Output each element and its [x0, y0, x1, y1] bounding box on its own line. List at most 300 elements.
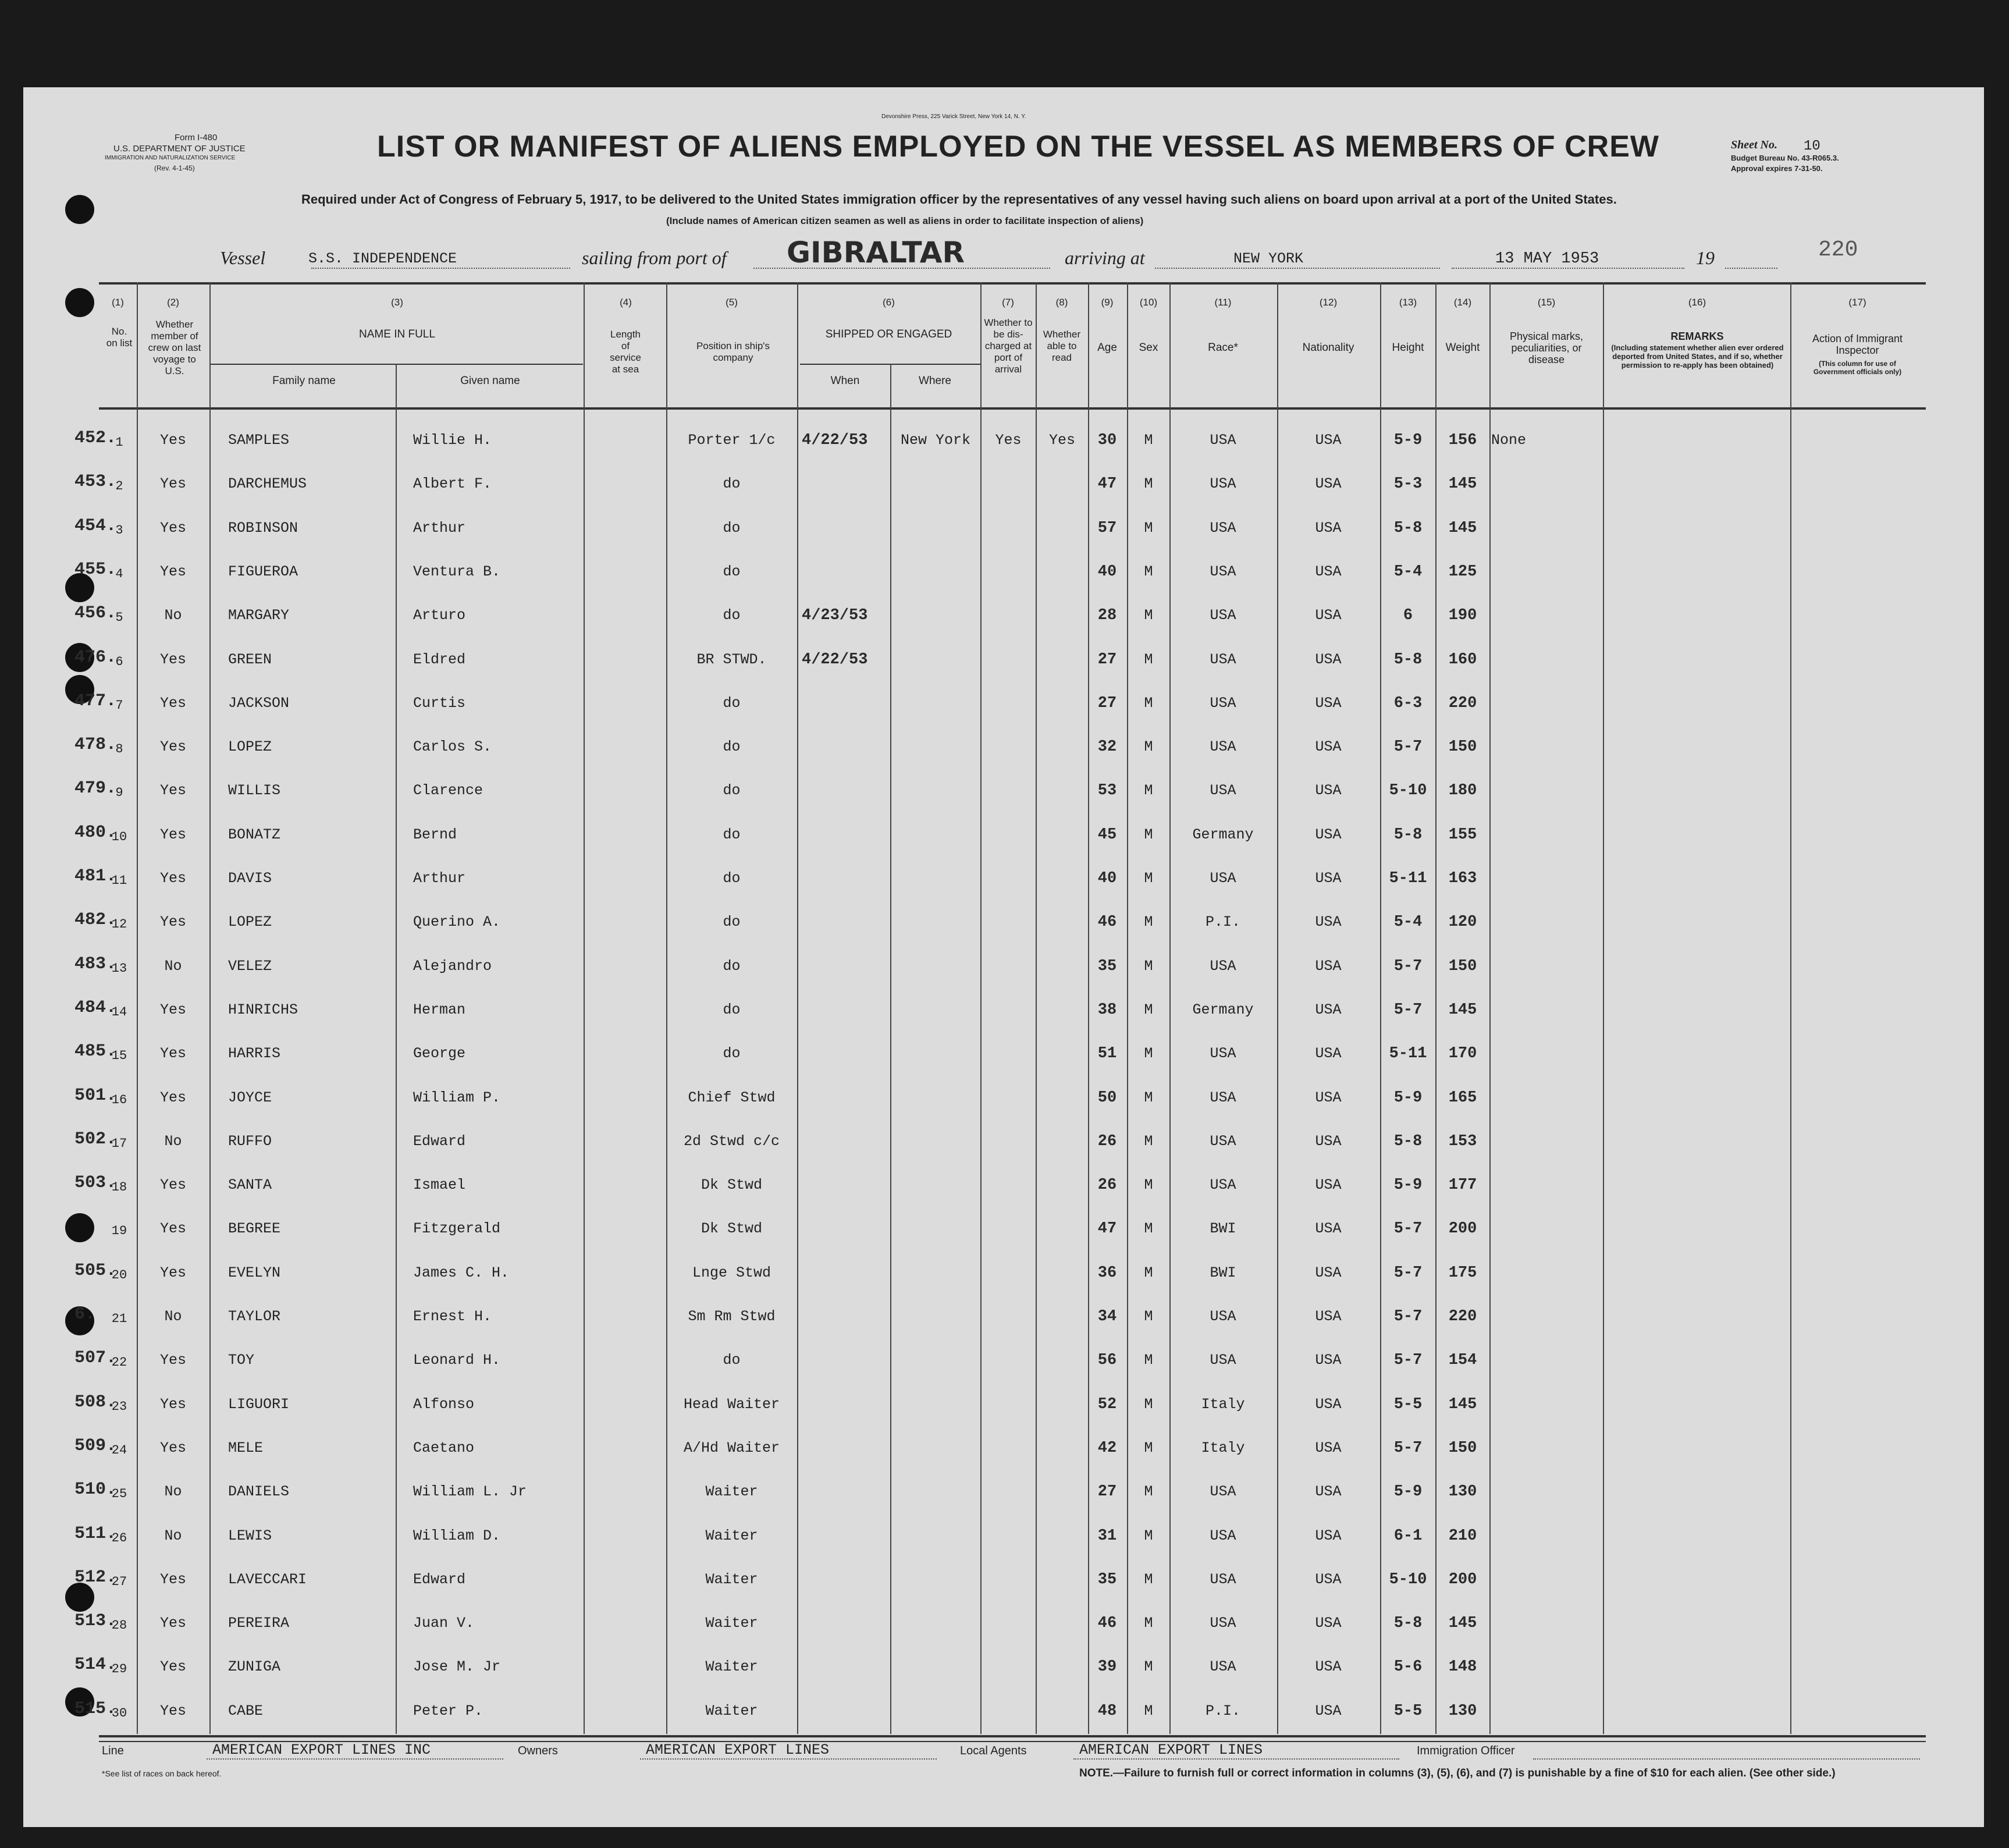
agents-label: Local Agents	[960, 1744, 1027, 1757]
height: 5-4	[1393, 914, 1423, 932]
nationality: USA	[1315, 826, 1342, 843]
footer-underline	[1073, 1758, 1399, 1760]
year-prefix: 19	[1696, 247, 1715, 268]
row-number: 25	[111, 1487, 127, 1502]
age: 32	[1097, 738, 1117, 756]
crew-member-last-voyage: Yes	[159, 1177, 186, 1194]
col1-header: No. on list	[106, 326, 133, 349]
given-name: Ernest H.	[413, 1308, 492, 1325]
race: USA	[1210, 519, 1236, 536]
footer-underline	[207, 1758, 503, 1760]
height: 6-1	[1393, 1527, 1423, 1545]
race: Germany	[1192, 826, 1254, 843]
given-name: Edward	[413, 1132, 466, 1150]
sex: M	[1144, 1264, 1153, 1281]
height: 5-10	[1389, 1570, 1427, 1588]
sex: M	[1144, 607, 1153, 624]
weight: 153	[1448, 1132, 1477, 1150]
given-name: Eldred	[413, 651, 466, 668]
row-number: 16	[111, 1092, 127, 1107]
crew-member-last-voyage: Yes	[159, 1001, 186, 1018]
weight: 145	[1448, 1615, 1477, 1633]
height: 5-9	[1393, 1483, 1423, 1501]
ship-position: do	[723, 694, 741, 712]
height: 5-5	[1393, 1395, 1423, 1413]
col12-number: (12)	[1319, 297, 1338, 308]
given-name: Albert F.	[413, 475, 492, 493]
document-subtitle: Required under Act of Congress of February 5, 1917, to be delivered to the United States immigration officer by the representatives of any vessel having such aliens on board upon arrival at a port of the United States.	[301, 192, 1617, 207]
age: 50	[1097, 1089, 1117, 1107]
age: 47	[1097, 1220, 1117, 1238]
sex: M	[1144, 1527, 1153, 1544]
ship-position: Waiter	[705, 1615, 758, 1632]
list-code: 479.	[74, 779, 117, 799]
nationality: USA	[1315, 475, 1342, 493]
ship-position: Waiter	[705, 1702, 758, 1719]
given-name: Bernd	[413, 826, 457, 843]
height: 5-8	[1393, 1615, 1423, 1633]
owners-value: AMERICAN EXPORT LINES	[646, 1742, 830, 1758]
row-number: 22	[111, 1355, 127, 1370]
row-number: 10	[111, 829, 127, 844]
age: 31	[1097, 1527, 1117, 1545]
sex: M	[1144, 1045, 1153, 1062]
column-divider	[797, 282, 798, 1734]
crew-member-last-voyage: No	[164, 1308, 182, 1325]
age: 51	[1097, 1045, 1117, 1063]
column-divider	[1127, 282, 1128, 1734]
age: 35	[1097, 1570, 1117, 1588]
arriving-label: arriving at	[1065, 247, 1145, 268]
crew-member-last-voyage: Yes	[159, 694, 186, 712]
nationality: USA	[1315, 1658, 1342, 1676]
age: 27	[1097, 1483, 1117, 1501]
ship-position: BR STWD.	[696, 651, 767, 668]
race: USA	[1210, 957, 1236, 975]
weight: 120	[1448, 914, 1477, 932]
col17-subheader: (This column for use of Government officials only)	[1813, 360, 1902, 376]
row-number: 3	[115, 523, 123, 538]
document-subnote: (Include names of American citizen seamen as well as aliens in order to facilitate inspection of aliens)	[666, 215, 1144, 226]
nationality: USA	[1315, 870, 1342, 887]
race: USA	[1210, 1483, 1236, 1501]
ship-position: do	[723, 782, 741, 799]
crew-member-last-voyage: No	[164, 1527, 182, 1544]
list-code: 6.	[74, 1305, 96, 1324]
name-subheader-rule	[211, 364, 583, 365]
document-title: LIST OR MANIFEST OF ALIENS EMPLOYED ON THE VESSEL AS MEMBERS OF CREW	[377, 130, 1659, 164]
age: 47	[1097, 475, 1117, 493]
sheet-number: 10	[1804, 138, 1820, 154]
given-name: Carlos S.	[413, 738, 492, 756]
race: USA	[1210, 607, 1236, 624]
col1-number: (1)	[112, 297, 124, 308]
crew-member-last-voyage: Yes	[159, 1045, 186, 1062]
weight: 190	[1448, 607, 1477, 625]
race: USA	[1210, 1177, 1236, 1194]
column-divider	[1380, 282, 1381, 1734]
given-name: Clarence	[413, 782, 483, 799]
col11-header: Race*	[1208, 342, 1238, 354]
sex: M	[1144, 1702, 1153, 1719]
given-name: Jose M. Jr	[413, 1658, 501, 1676]
crew-member-last-voyage: Yes	[159, 1264, 186, 1281]
height: 5-7	[1393, 1439, 1423, 1457]
nationality: USA	[1315, 1264, 1342, 1281]
height: 5-9	[1393, 1177, 1423, 1195]
agents-value: AMERICAN EXPORT LINES	[1079, 1742, 1263, 1758]
weight: 160	[1448, 651, 1477, 669]
budget-line: Budget Bureau No. 43-R065.3.	[1731, 154, 1839, 162]
nationality: USA	[1315, 432, 1342, 449]
col6-when-header: When	[830, 375, 860, 387]
row-number: 26	[111, 1530, 127, 1545]
ship-position: do	[723, 826, 741, 843]
list-code: 503.	[74, 1173, 117, 1193]
table-bottom-rule	[99, 1735, 1926, 1737]
col8-header: Whether able to read	[1043, 329, 1081, 363]
list-code: 453.	[74, 472, 117, 492]
family-name: BEGREE	[228, 1220, 281, 1238]
family-name: FIGUEROA	[228, 563, 298, 580]
sex: M	[1144, 475, 1153, 493]
col3-family-header: Family name	[272, 375, 336, 387]
able-to-read: Yes	[1048, 432, 1075, 449]
vessel-label: Vessel	[220, 247, 266, 268]
sex: M	[1144, 1615, 1153, 1632]
row-number: 14	[111, 1004, 127, 1019]
list-code: 505.	[74, 1260, 117, 1281]
race: USA	[1210, 563, 1236, 580]
department-line: U.S. DEPARTMENT OF JUSTICE	[113, 144, 246, 154]
col15-number: (15)	[1537, 297, 1556, 308]
crew-member-last-voyage: Yes	[159, 651, 186, 668]
nationality: USA	[1315, 563, 1342, 580]
family-name: VELEZ	[228, 957, 272, 975]
race: USA	[1210, 651, 1236, 668]
given-name: William D.	[413, 1527, 501, 1544]
crew-member-last-voyage: Yes	[159, 519, 186, 536]
weight: 163	[1448, 870, 1477, 887]
given-name: Leonard H.	[413, 1352, 501, 1369]
nationality: USA	[1315, 1702, 1342, 1719]
crew-member-last-voyage: Yes	[159, 1658, 186, 1676]
ship-position: do	[723, 870, 741, 887]
family-name: ZUNIGA	[228, 1658, 281, 1676]
row-number: 4	[115, 566, 123, 581]
race: P.I.	[1205, 914, 1240, 931]
age: 45	[1097, 826, 1117, 844]
col5-header: Position in ship's company	[696, 340, 770, 363]
given-name: Curtis	[413, 694, 466, 712]
weight: 150	[1448, 957, 1477, 975]
list-code: 485.	[74, 1042, 117, 1062]
list-code: 452.	[74, 428, 117, 448]
family-name: LAVECCARI	[228, 1570, 307, 1588]
age: 46	[1097, 1615, 1117, 1633]
age: 39	[1097, 1658, 1117, 1676]
line-label: Line	[102, 1744, 124, 1757]
row-number: 7	[115, 698, 123, 713]
given-name: Fitzgerald	[413, 1220, 501, 1238]
crew-member-last-voyage: Yes	[159, 1615, 186, 1632]
height: 5-9	[1393, 432, 1423, 449]
sex: M	[1144, 870, 1153, 887]
weight: 148	[1448, 1658, 1477, 1676]
ship-position: Waiter	[705, 1570, 758, 1588]
list-code: 501.	[74, 1085, 117, 1106]
family-name: LIGUORI	[228, 1395, 290, 1413]
table-top-rule	[99, 282, 1926, 285]
family-name: LOPEZ	[228, 914, 272, 931]
family-name: WILLIS	[228, 782, 281, 799]
age: 26	[1097, 1132, 1117, 1150]
height: 5-7	[1393, 738, 1423, 756]
weight: 130	[1448, 1702, 1477, 1720]
col3-given-header: Given name	[460, 375, 520, 387]
list-code: 456.	[74, 603, 117, 624]
family-name: RUFFO	[228, 1132, 272, 1150]
age: 46	[1097, 914, 1117, 932]
ship-position: Head Waiter	[683, 1395, 780, 1413]
column-divider	[1790, 282, 1791, 1734]
given-name: Arturo	[413, 607, 466, 624]
family-name: JACKSON	[228, 694, 290, 712]
height: 5-3	[1393, 475, 1423, 493]
punch-hole	[65, 195, 94, 224]
voyage-underline	[1725, 268, 1777, 269]
row-number: 28	[111, 1618, 127, 1633]
family-name: GREEN	[228, 651, 272, 668]
race: USA	[1210, 1308, 1236, 1325]
given-name: Querino A.	[413, 914, 501, 931]
age: 40	[1097, 563, 1117, 581]
height: 6-3	[1393, 694, 1423, 712]
family-name: LEWIS	[228, 1527, 272, 1544]
ship-position: do	[723, 914, 741, 931]
row-number: 2	[115, 479, 123, 494]
weight: 220	[1448, 694, 1477, 712]
col4-header: Length of service at sea	[610, 329, 641, 375]
age: 27	[1097, 694, 1117, 712]
race: USA	[1210, 870, 1236, 887]
family-name: MELE	[228, 1439, 264, 1456]
crew-member-last-voyage: Yes	[159, 782, 186, 799]
list-code: 455.	[74, 559, 117, 580]
height: 5-9	[1393, 1089, 1423, 1107]
shipped-when: 4/22/53	[802, 432, 868, 449]
nationality: USA	[1315, 607, 1342, 624]
column-divider	[1036, 282, 1037, 1734]
nationality: USA	[1315, 1395, 1342, 1413]
row-number: 17	[111, 1136, 127, 1151]
ship-position: Sm Rm Stwd	[688, 1308, 776, 1325]
family-name: TOY	[228, 1352, 255, 1369]
given-name: Arthur	[413, 519, 466, 536]
column-divider	[666, 282, 667, 1734]
sex: M	[1144, 914, 1153, 931]
given-name: Arthur	[413, 870, 466, 887]
crew-member-last-voyage: Yes	[159, 475, 186, 493]
weight: 175	[1448, 1264, 1477, 1282]
crew-member-last-voyage: Yes	[159, 1439, 186, 1456]
ship-position: Dk Stwd	[701, 1220, 763, 1238]
height: 5-11	[1389, 1045, 1427, 1063]
given-name: James C. H.	[413, 1264, 510, 1281]
row-number: 5	[115, 610, 123, 626]
height: 6	[1403, 607, 1413, 625]
nationality: USA	[1315, 1439, 1342, 1456]
row-number: 1	[115, 435, 123, 450]
height: 5-6	[1393, 1658, 1423, 1676]
given-name: Ventura B.	[413, 563, 501, 580]
col16-subheader: (Including statement whether alien ever ordered deported from United States, and if so, whether permission to re-apply has been obtained)	[1611, 343, 1784, 369]
col3-number: (3)	[391, 297, 403, 308]
list-code: 480.	[74, 822, 117, 843]
approval-line: Approval expires 7-31-50.	[1731, 164, 1823, 173]
given-name: Caetano	[413, 1439, 475, 1456]
sex: M	[1144, 826, 1153, 843]
col2-number: (2)	[167, 297, 179, 308]
col10-header: Sex	[1139, 342, 1158, 354]
given-name: Alfonso	[413, 1395, 475, 1413]
ship-position: do	[723, 475, 741, 493]
given-name: Peter P.	[413, 1702, 483, 1719]
race: USA	[1210, 1045, 1236, 1062]
family-name: EVELYN	[228, 1264, 281, 1281]
nationality: USA	[1315, 1308, 1342, 1325]
col4-number: (4)	[620, 297, 632, 308]
column-divider	[890, 364, 891, 1734]
age: 48	[1097, 1702, 1117, 1720]
weight: 150	[1448, 738, 1477, 756]
ship-position: do	[723, 957, 741, 975]
family-name: DANIELS	[228, 1483, 290, 1501]
race: USA	[1210, 782, 1236, 799]
penalty-note: NOTE.—Failure to furnish full or correct information in columns (3), (5), (6), and (7) is punishable by a fine of $10 for each alien. (See other side.)	[1079, 1767, 1836, 1779]
sex: M	[1144, 738, 1153, 756]
family-name: DARCHEMUS	[228, 475, 307, 493]
given-name: George	[413, 1045, 466, 1062]
family-name: PEREIRA	[228, 1615, 290, 1632]
family-name: MARGARY	[228, 607, 290, 624]
sex: M	[1144, 1483, 1153, 1501]
sex: M	[1144, 957, 1153, 975]
list-code: 508.	[74, 1392, 117, 1412]
ship-position: do	[723, 1352, 741, 1369]
column-divider	[396, 364, 397, 1734]
race: USA	[1210, 475, 1236, 493]
col13-number: (13)	[1399, 297, 1417, 308]
sex: M	[1144, 432, 1153, 449]
sex: M	[1144, 1658, 1153, 1676]
race: USA	[1210, 694, 1236, 712]
given-name: William L. Jr	[413, 1483, 527, 1501]
row-number: 13	[111, 961, 127, 976]
list-code: 513.	[74, 1611, 117, 1632]
nationality: USA	[1315, 782, 1342, 799]
list-code: 502.	[74, 1129, 117, 1149]
col17-header: Action of Immigrant Inspector	[1812, 333, 1903, 356]
weight: 177	[1448, 1177, 1477, 1195]
nationality: USA	[1315, 1045, 1342, 1062]
arrival-date: 13 MAY 1953	[1495, 250, 1599, 268]
family-name: SAMPLES	[228, 432, 290, 449]
nationality: USA	[1315, 1132, 1342, 1150]
line-value: AMERICAN EXPORT LINES INC	[212, 1742, 431, 1758]
list-code: 511.	[74, 1523, 117, 1544]
nationality: USA	[1315, 1089, 1342, 1106]
sex: M	[1144, 519, 1153, 536]
height: 5-10	[1389, 782, 1427, 800]
race: BWI	[1210, 1220, 1236, 1238]
list-code: 515.	[74, 1698, 117, 1719]
weight: 200	[1448, 1220, 1477, 1238]
nationality: USA	[1315, 1570, 1342, 1588]
sex: M	[1144, 1177, 1153, 1194]
age: 28	[1097, 607, 1117, 625]
header-bottom-rule	[99, 407, 1926, 410]
weight: 200	[1448, 1570, 1477, 1588]
nationality: USA	[1315, 738, 1342, 756]
ship-position: do	[723, 1045, 741, 1062]
weight: 145	[1448, 1395, 1477, 1413]
weight: 210	[1448, 1527, 1477, 1545]
race: USA	[1210, 1570, 1236, 1588]
list-code: 478.	[74, 735, 117, 755]
nationality: USA	[1315, 519, 1342, 536]
height: 5-11	[1389, 870, 1427, 887]
height: 5-7	[1393, 1352, 1423, 1370]
height: 5-7	[1393, 1001, 1423, 1019]
height: 5-8	[1393, 1132, 1423, 1150]
height: 5-7	[1393, 1264, 1423, 1282]
sheet-label: Sheet No.	[1731, 138, 1777, 151]
crew-member-last-voyage: Yes	[159, 1089, 186, 1106]
col6-number: (6)	[883, 297, 895, 308]
col15-header: Physical marks, peculiarities, or disease	[1509, 330, 1584, 365]
nationality: USA	[1315, 1615, 1342, 1632]
weight: 155	[1448, 826, 1477, 844]
sex: M	[1144, 1001, 1153, 1018]
voyage-underline	[311, 268, 570, 269]
nationality: USA	[1315, 914, 1342, 931]
given-name: Juan V.	[413, 1615, 475, 1632]
crew-member-last-voyage: Yes	[159, 738, 186, 756]
shipped-when: 4/23/53	[802, 607, 868, 625]
col17-number: (17)	[1848, 297, 1866, 308]
list-code: 482.	[74, 910, 117, 930]
row-number: 24	[111, 1442, 127, 1458]
race: USA	[1210, 1132, 1236, 1150]
height: 5-8	[1393, 519, 1423, 537]
weight: 150	[1448, 1439, 1477, 1457]
age: 53	[1097, 782, 1117, 800]
to-be-discharged: Yes	[995, 432, 1022, 449]
crew-member-last-voyage: Yes	[159, 914, 186, 931]
height: 5-5	[1393, 1702, 1423, 1720]
list-code: 483.	[74, 954, 117, 974]
nationality: USA	[1315, 1177, 1342, 1194]
col8-number: (8)	[1055, 297, 1068, 308]
row-number: 23	[111, 1399, 127, 1414]
ship-position: do	[723, 607, 741, 624]
crew-member-last-voyage: Yes	[159, 1395, 186, 1413]
crew-member-last-voyage: No	[164, 607, 182, 624]
races-note: *See list of races on back hereof.	[102, 1769, 222, 1778]
ship-position: do	[723, 1001, 741, 1018]
col6-header: SHIPPED OR ENGAGED	[825, 328, 952, 340]
